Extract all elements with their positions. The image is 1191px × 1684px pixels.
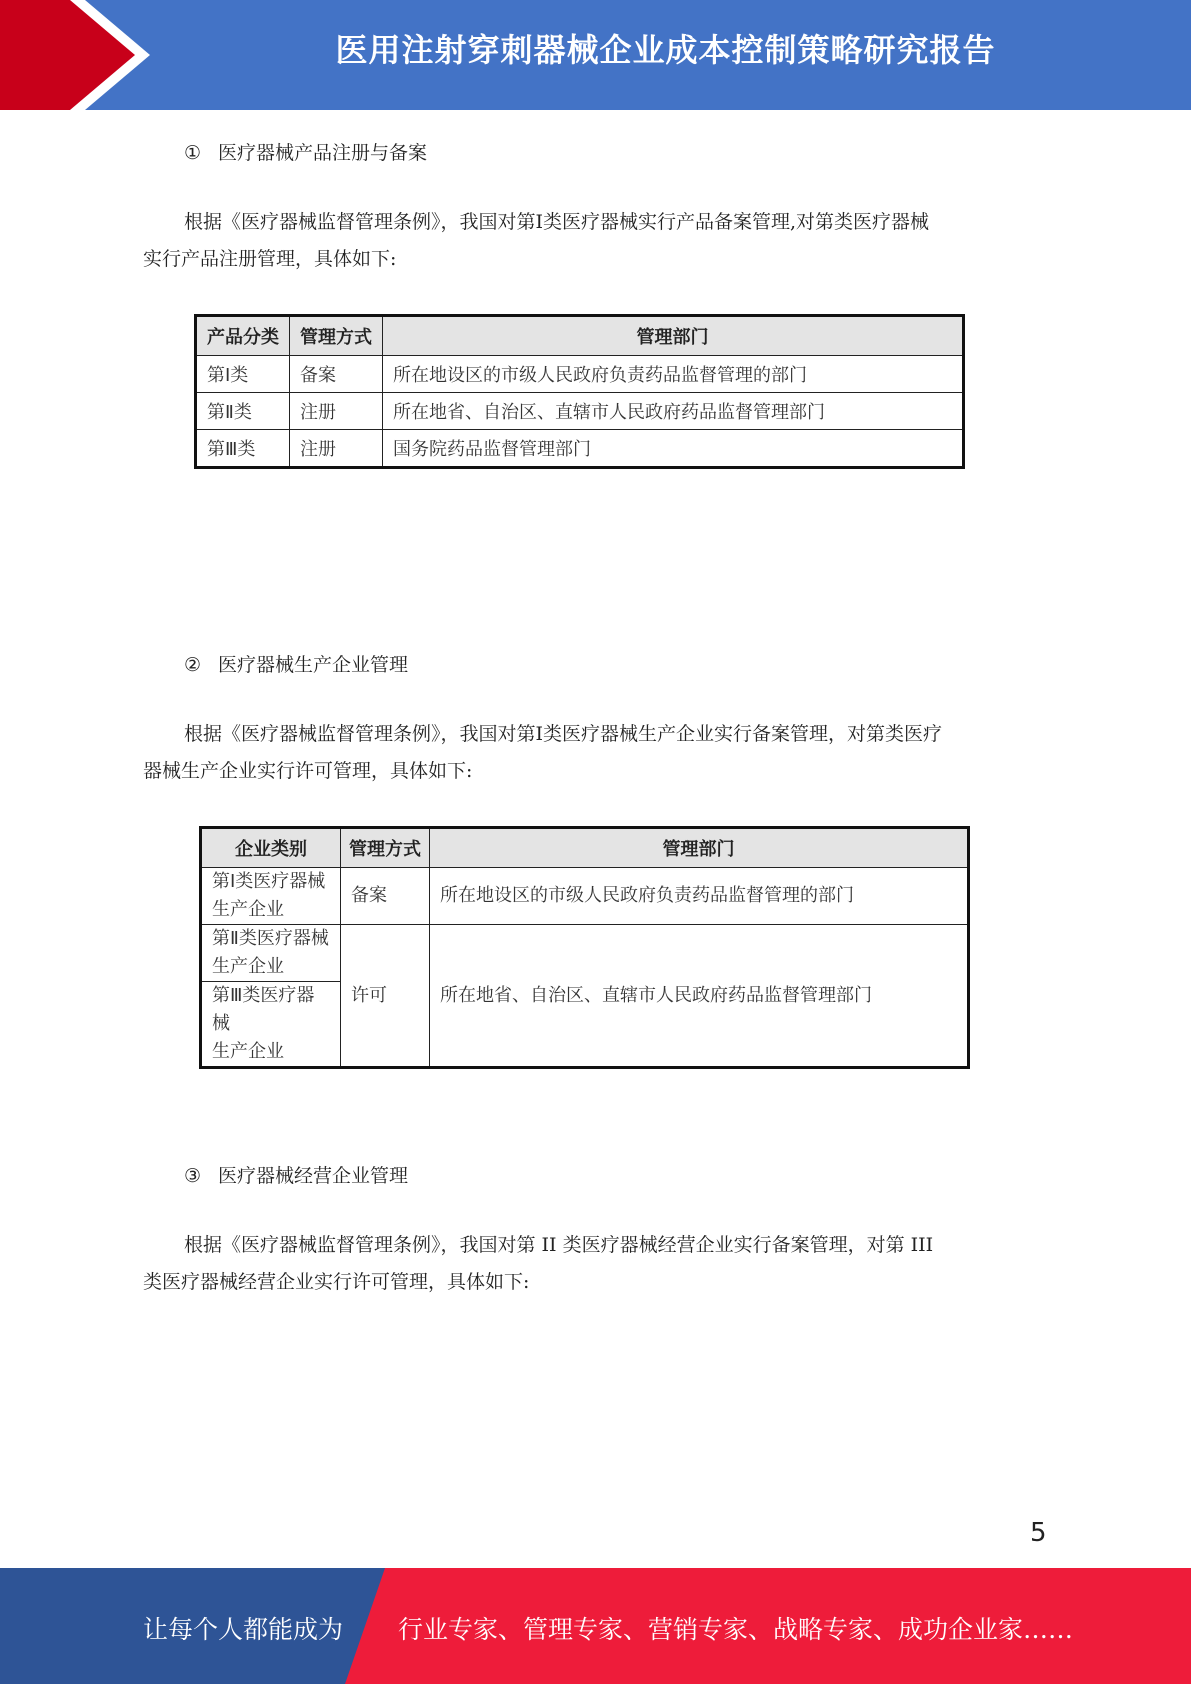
page-header	[0, 0, 1191, 110]
table-cell	[201, 868, 341, 925]
column-header: 产品分类	[196, 316, 290, 356]
column-header: 管理部门	[430, 828, 969, 868]
table-cell: 注册	[290, 393, 383, 430]
section-title: 医疗器械生产企业管理	[218, 654, 409, 676]
cell-line: 生产企业	[212, 956, 284, 977]
paragraph	[143, 204, 1048, 278]
paragraph-line: 实行产品注册管理，具体如下:	[143, 248, 397, 270]
table-header-row	[201, 828, 969, 868]
paragraph-line: 根据《医疗器械监督管理条例》，我国对第Ⅰ类医疗器械实行产品备案管理,对第类医疗器械	[184, 211, 930, 233]
page-number: 5	[1030, 1518, 1047, 1548]
table-row	[201, 868, 969, 925]
section-number: ①	[184, 142, 202, 164]
table-cell: 第Ⅲ类	[196, 430, 290, 468]
paragraph-line: 根据《医疗器械监督管理条例》，我国对第 II 类医疗器械经营企业实行备案管理，对第 III	[184, 1234, 934, 1256]
column-header: 企业类别	[201, 828, 341, 868]
table-cell: 所在地设区的市级人民政府负责药品监督管理的部门	[430, 868, 969, 925]
paragraph-line: 根据《医疗器械监督管理条例》，我国对第Ⅰ类医疗器械生产企业实行备案管理，对第类医疗	[184, 723, 943, 745]
table-cell	[201, 925, 341, 982]
table-row	[196, 393, 964, 430]
table-cell: 备案	[290, 356, 383, 393]
table-cell: 所在地设区的市级人民政府负责药品监督管理的部门	[383, 356, 964, 393]
column-header: 管理方式	[341, 828, 430, 868]
table-row	[196, 430, 964, 468]
table-cell: 备案	[341, 868, 430, 925]
paragraph	[143, 716, 1048, 790]
cell-line: 第Ⅱ类医疗器械	[212, 928, 329, 949]
section-number: ②	[184, 654, 202, 676]
product-registration-table	[194, 314, 965, 469]
table-cell: 所在地省、自治区、直辖市人民政府药品监督管理部门	[383, 393, 964, 430]
manufacturer-management-table	[199, 826, 970, 1069]
cell-line: 生产企业	[212, 899, 284, 920]
table-row	[196, 356, 964, 393]
section-number: ③	[184, 1165, 202, 1187]
table-header-row	[196, 316, 964, 356]
cell-line: 第Ⅲ类医疗器械	[212, 985, 315, 1034]
footer-slogan-right: 行业专家、管理专家、营销专家、战略专家、成功企业家……	[398, 1615, 1074, 1644]
column-header: 管理方式	[290, 316, 383, 356]
table-cell	[201, 982, 341, 1068]
table-row	[201, 925, 969, 982]
table-cell: 许可	[341, 925, 430, 1068]
section-title: 医疗器械产品注册与备案	[218, 142, 428, 164]
table-cell: 所在地省、自治区、直辖市人民政府药品监督管理部门	[430, 925, 969, 1068]
table-cell: 注册	[290, 430, 383, 468]
section-heading	[184, 1161, 408, 1191]
table-cell: 国务院药品监督管理部门	[383, 430, 964, 468]
table-cell: 第Ⅰ类	[196, 356, 290, 393]
section-title: 医疗器械经营企业管理	[218, 1165, 409, 1187]
paragraph-line: 类医疗器械经营企业实行许可管理，具体如下:	[143, 1271, 530, 1293]
report-title: 医用注射穿刺器械企业成本控制策略研究报告	[335, 31, 996, 69]
column-header: 管理部门	[383, 316, 964, 356]
section-heading	[184, 650, 408, 680]
page-footer	[0, 1568, 1191, 1684]
section-heading	[184, 138, 427, 168]
cell-line: 生产企业	[212, 1041, 284, 1062]
footer-slogan-left: 让每个人都能成为	[143, 1615, 344, 1644]
paragraph	[143, 1227, 1048, 1301]
table-cell: 第Ⅱ类	[196, 393, 290, 430]
cell-line: 第Ⅰ类医疗器械	[212, 871, 326, 892]
paragraph-line: 器械生产企业实行许可管理，具体如下:	[143, 760, 473, 782]
